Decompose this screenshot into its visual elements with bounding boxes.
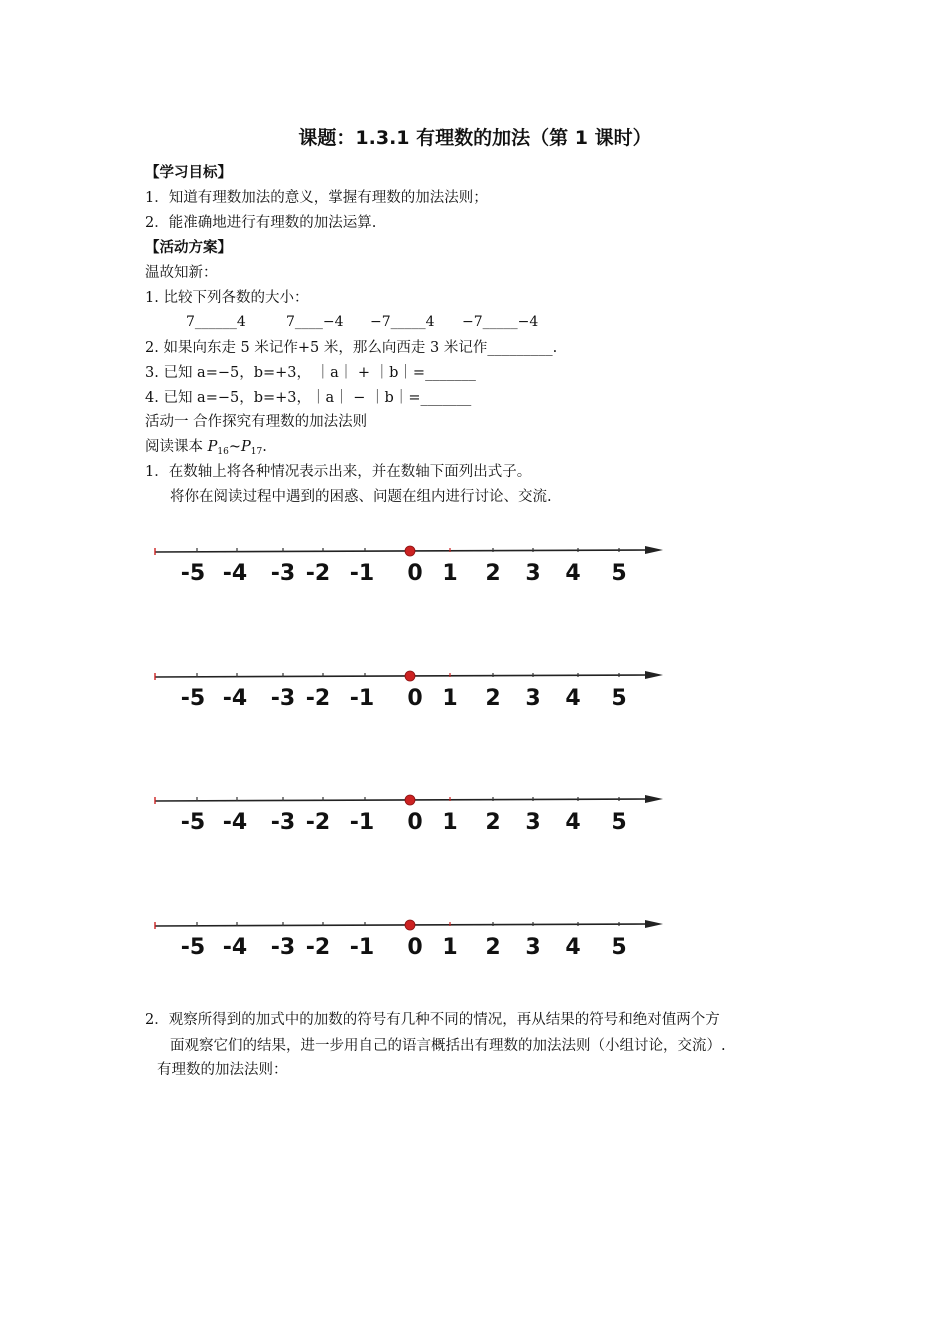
plan-heading: 【活动方案】 <box>145 240 232 256</box>
goal-item-1: 1．知道有理数加法的意义，掌握有理数的加法法则； <box>145 190 488 206</box>
task-1-line-2: 将你在阅读过程中遇到的困惑、问题在组内进行讨论、交流. <box>170 489 552 505</box>
question-1: 1. 比较下列各数的大小： <box>145 290 309 306</box>
compare-item-3: −7_____4 <box>370 314 435 330</box>
axis-line <box>155 675 648 677</box>
compare-item-1: 7______4 <box>186 314 246 330</box>
tick-label: -5 <box>180 561 206 586</box>
question-3: 3. 已知 a=−5，b=+3， ｜a｜ + ｜b｜=_______ <box>145 365 476 381</box>
reading-end: . <box>262 439 267 455</box>
number-line-1 <box>145 536 675 596</box>
tick-label: -5 <box>180 686 206 711</box>
tick-label: -4 <box>222 810 248 835</box>
compare-item-4: −7_____−4 <box>462 314 539 330</box>
number-line-2 <box>145 661 675 721</box>
task-2-line-1: 2．观察所得到的加式中的加数的符号有几种不同的情况，再从结果的符号和绝对值两个方 <box>145 1012 720 1028</box>
tick-label: 5 <box>611 561 627 586</box>
tick-label: 1 <box>442 935 458 960</box>
reading-page-end: P <box>240 439 251 455</box>
tick-label: 0 <box>407 935 423 960</box>
tick-label: -2 <box>305 561 331 586</box>
review-label: 温故知新： <box>145 265 218 281</box>
goal-item-2: 2．能准确地进行有理数的加法运算. <box>145 215 377 231</box>
reading-page-start-sub: 16 <box>217 447 229 457</box>
tick-label: 4 <box>565 935 581 960</box>
axis-line <box>155 799 648 801</box>
tick-label: 5 <box>611 935 627 960</box>
tick-label: 0 <box>407 810 423 835</box>
task-2-line-2: 面观察它们的结果，进一步用自己的语言概括出有理数的加法法则（小组讨论，交流）. <box>170 1038 726 1054</box>
axis-arrow-icon <box>645 546 663 554</box>
origin-point <box>405 671 415 681</box>
tick-label: 1 <box>442 561 458 586</box>
tick-label: -2 <box>305 810 331 835</box>
tick-label: -2 <box>305 935 331 960</box>
tick-label: -1 <box>349 686 375 711</box>
tick-label: -3 <box>270 935 296 960</box>
tick-label: 3 <box>525 686 541 711</box>
tick-label: -5 <box>180 810 206 835</box>
tick-label: -1 <box>349 561 375 586</box>
tick-label: 5 <box>611 686 627 711</box>
reading-assignment <box>145 438 267 461</box>
tick-label: -3 <box>270 561 296 586</box>
tick-label: 2 <box>485 935 501 960</box>
tick-label: 0 <box>407 561 423 586</box>
tick-label: 1 <box>442 810 458 835</box>
activity-title: 活动一 合作探究有理数的加法法则 <box>145 414 368 430</box>
tick-label: -2 <box>305 686 331 711</box>
tick-label: 1 <box>442 686 458 711</box>
tick-label: 4 <box>565 686 581 711</box>
tick-label: 0 <box>407 686 423 711</box>
goals-heading: 【学习目标】 <box>145 165 232 181</box>
origin-point <box>405 546 415 556</box>
axis-line <box>155 924 648 926</box>
reading-tilde: ~ <box>228 439 241 455</box>
tick-label: -4 <box>222 935 248 960</box>
origin-point <box>405 795 415 805</box>
tick-label: -4 <box>222 561 248 586</box>
rule-label: 有理数的加法法则： <box>157 1062 288 1078</box>
reading-page-end-sub: 17 <box>250 447 263 457</box>
axis-arrow-icon <box>645 671 663 679</box>
tick-label: -3 <box>270 686 296 711</box>
tick-label: 3 <box>525 810 541 835</box>
task-1-line-1: 1．在数轴上将各种情况表示出来，并在数轴下面列出式子。 <box>145 464 532 480</box>
reading-prefix: 阅读课本 <box>145 439 208 455</box>
tick-label: -3 <box>270 810 296 835</box>
tick-label: 2 <box>485 686 501 711</box>
tick-label: -5 <box>180 935 206 960</box>
number-line-4 <box>145 910 675 970</box>
tick-label: -1 <box>349 935 375 960</box>
number-line-3 <box>145 785 675 845</box>
tick-label: 5 <box>611 810 627 835</box>
compare-item-2: 7____−4 <box>286 314 344 330</box>
tick-label: 3 <box>525 935 541 960</box>
tick-label: 3 <box>525 561 541 586</box>
reading-page-start: P <box>207 439 218 455</box>
tick-label: -1 <box>349 810 375 835</box>
tick-label: 2 <box>485 810 501 835</box>
tick-label: -4 <box>222 686 248 711</box>
tick-label: 4 <box>565 810 581 835</box>
axis-line <box>155 550 648 552</box>
tick-label: 2 <box>485 561 501 586</box>
origin-point <box>405 920 415 930</box>
axis-arrow-icon <box>645 795 663 803</box>
question-4: 4. 已知 a=−5，b=+3，｜a｜ − ｜b｜=_______ <box>145 390 472 406</box>
page-title: 课题：1.3.1 有理数的加法（第 1 课时） <box>298 127 652 149</box>
question-2: 2. 如果向东走 5 米记作+5 米，那么向西走 3 米记作_________. <box>145 340 558 356</box>
tick-label: 4 <box>565 561 581 586</box>
axis-arrow-icon <box>645 920 663 928</box>
